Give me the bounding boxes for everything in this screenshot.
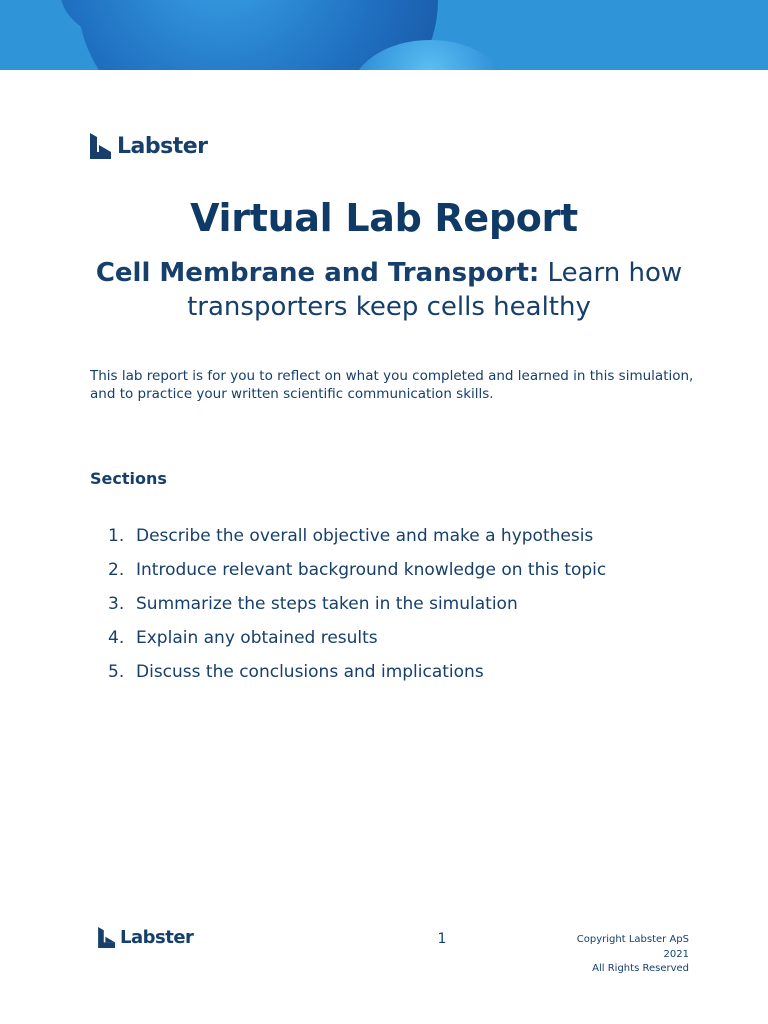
footer-labster-logo [98,927,193,948]
list-item-text: Summarize the steps taken in the simulation [136,594,518,614]
labster-logo-mark-icon [90,133,112,159]
footer-logo-wordmark: Labster [120,927,194,948]
copyright-year: 2021 [663,948,689,960]
list-item-text: Describe the overall objective and make a hypothesis [136,526,594,546]
list-item-number: 1. [108,526,125,546]
copyright-notice [577,933,689,977]
sections-heading: Sections [90,469,167,488]
list-item-number: 4. [108,628,125,648]
list-item [108,592,708,626]
list-item [108,660,708,694]
list-item [108,626,708,660]
page-title: Virtual Lab Report [190,196,578,240]
subtitle-topic: Cell Membrane and Transport: [95,258,540,288]
labster-logo-mark-icon [98,927,116,948]
page-subtitle [60,256,718,324]
intro-paragraph: This lab report is for you to reflect on what you completed and learned in this simulation, and to practice your written scientific communication skills. [90,368,694,402]
list-item-number: 3. [108,594,125,614]
subtitle-description: Learn how transporters keep cells healthy [187,258,683,322]
list-item-text: Explain any obtained results [136,628,378,648]
list-item [108,524,708,558]
copyright-line: Copyright Labster ApS [576,934,689,945]
list-item-text: Discuss the conclusions and implications [136,662,484,682]
sections-list [108,524,708,694]
labster-logo [90,133,208,159]
list-item-number: 5. [108,662,125,682]
list-item-number: 2. [108,560,125,580]
header-banner [0,0,768,70]
list-item-text: Introduce relevant background knowledge on this topic [136,560,607,580]
logo-wordmark: Labster [117,133,208,159]
list-item [108,558,708,592]
page-number: 1 [437,931,447,947]
copyright-rights: All Rights Reserved [592,963,689,974]
